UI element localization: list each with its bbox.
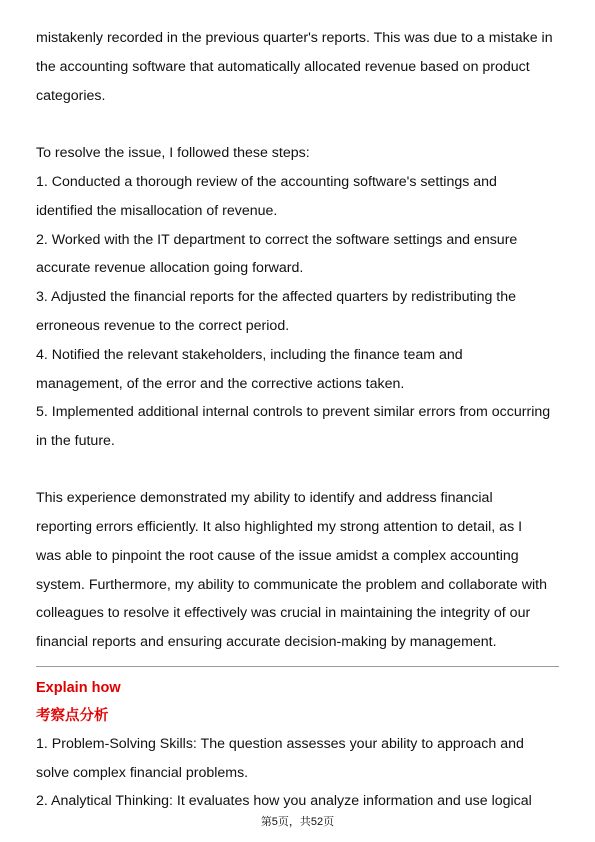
- page-number: 第5页，共52页: [260, 816, 335, 828]
- step-line: management, of the error and the corrective actions taken.: [36, 376, 405, 392]
- section-divider: [36, 666, 559, 667]
- step-line: 2. Worked with the IT department to correct the software settings and ensure: [36, 232, 518, 248]
- paragraph-line: categories.: [36, 88, 106, 104]
- step-line: erroneous revenue to the correct period.: [36, 318, 290, 334]
- explain-line: solve complex financial problems.: [36, 765, 249, 781]
- paragraph-line: financial reports and ensuring accurate decision-making by management.: [36, 634, 497, 650]
- explain-line: 2. Analytical Thinking: It evaluates how you analyze information and use logical: [36, 793, 532, 809]
- step-line: 1. Conducted a thorough review of the accounting software's settings and: [36, 174, 497, 190]
- step-line: in the future.: [36, 433, 115, 449]
- explain-heading: Explain how: [36, 680, 121, 696]
- explain-line: 1. Problem-Solving Skills: The question assesses your ability to approach and: [36, 736, 524, 752]
- paragraph-line: colleagues to resolve it effectively was crucial in maintaining the integrity of our: [36, 605, 531, 621]
- step-line: identified the misallocation of revenue.: [36, 203, 278, 219]
- explain-heading-chinese: 考察点分析: [36, 708, 109, 724]
- step-line: 3. Adjusted the financial reports for the affected quarters by redistributing the: [36, 289, 517, 305]
- paragraph-line: the accounting software that automatically allocated revenue based on product: [36, 59, 530, 75]
- paragraph-line: system. Furthermore, my ability to communicate the problem and collaborate with: [36, 577, 547, 593]
- step-line: 5. Implemented additional internal controls to prevent similar errors from occurring: [36, 404, 551, 420]
- paragraph-line: reporting errors efficiently. It also highlighted my strong attention to detail, as I: [36, 519, 523, 535]
- paragraph-line: was able to pinpoint the root cause of the issue amidst a complex accounting: [36, 548, 519, 564]
- paragraph-line: mistakenly recorded in the previous quarter's reports. This was due to a mistake in: [36, 30, 553, 46]
- step-line: 4. Notified the relevant stakeholders, including the finance team and: [36, 347, 463, 363]
- steps-intro: To resolve the issue, I followed these steps:: [36, 145, 310, 161]
- step-line: accurate revenue allocation going forward.: [36, 260, 304, 276]
- paragraph-line: This experience demonstrated my ability to identify and address financial: [36, 490, 493, 506]
